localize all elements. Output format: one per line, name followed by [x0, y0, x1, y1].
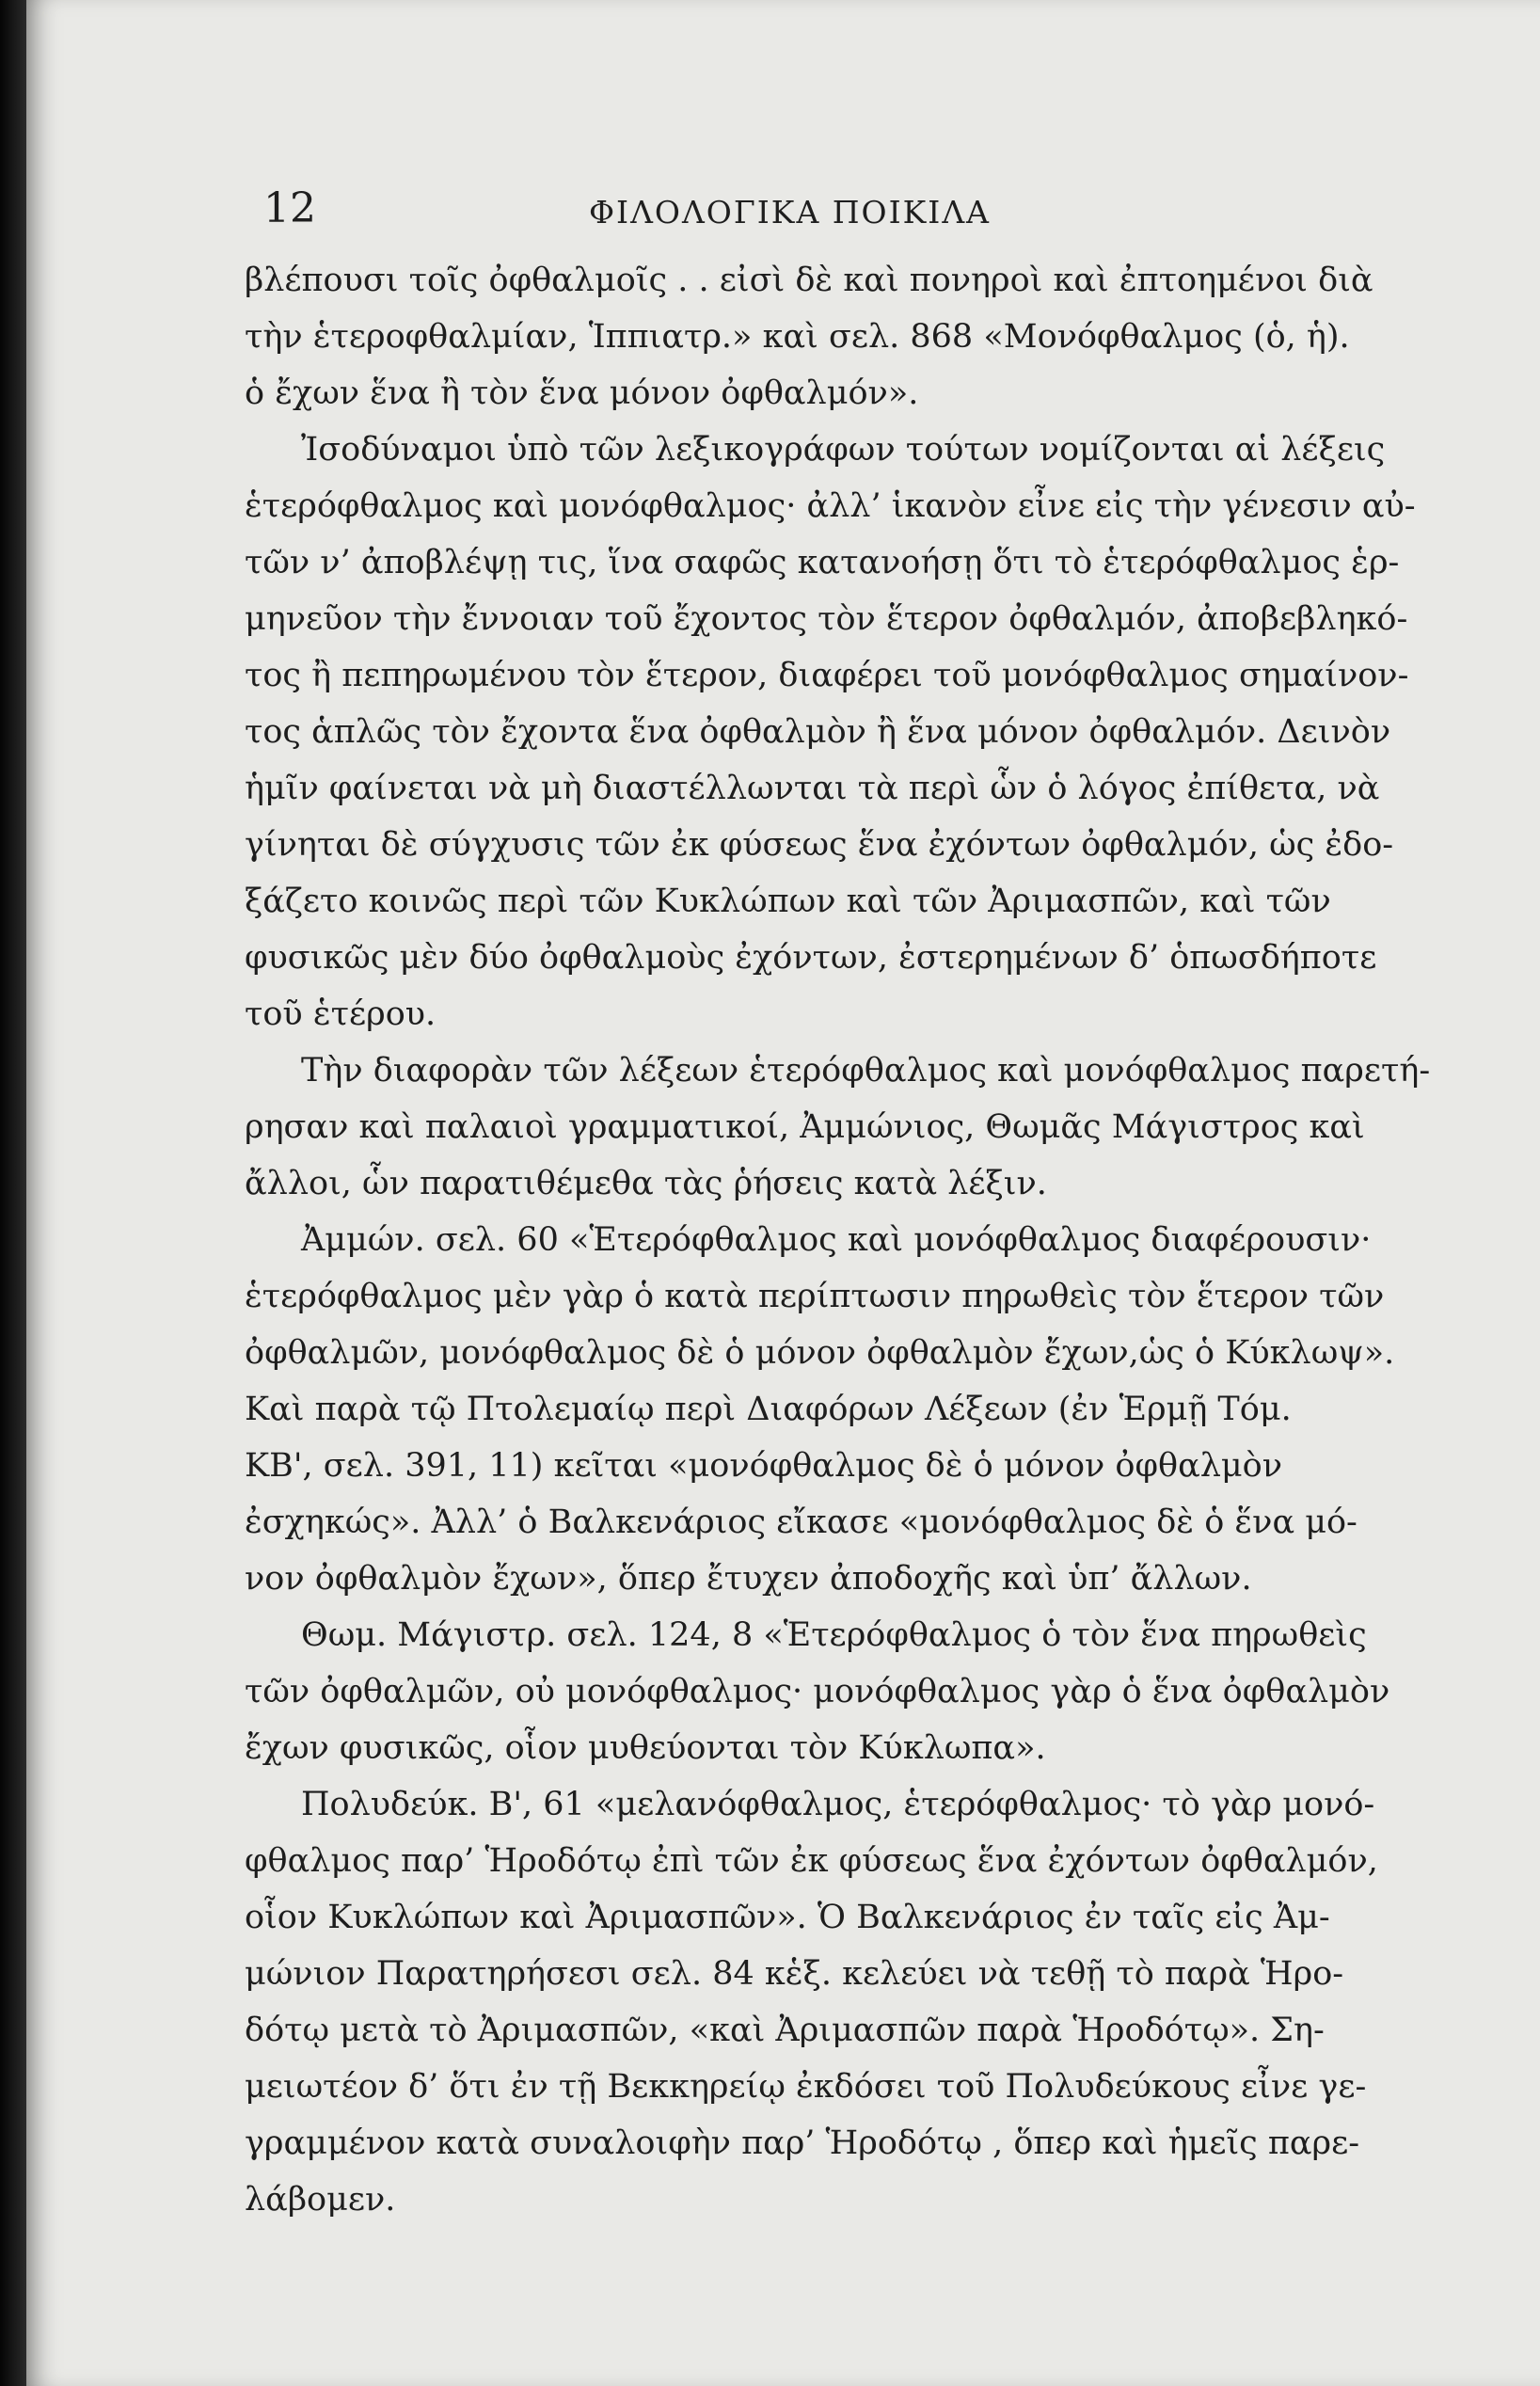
text-line: τος ἢ πεπηρωμένου τὸν ἕτερον, διαφέρει τοῦ μονόφθαλμος σημαίνον- [245, 657, 1409, 694]
text-line: ἑτερόφθαλμος μὲν γὰρ ὁ κατὰ περίπτωσιν πηρωθεὶς τὸν ἕτερον τῶν [245, 1278, 1385, 1315]
text-line: γραμμένον κατὰ συναλοιφὴν παρ’ Ἡροδότῳ , ὅπερ καὶ ἡμεῖς παρε- [245, 2124, 1360, 2162]
paragraph-start-line: Ἰσοδύναμοι ὑπὸ τῶν λεξικογράφων τούτων νομίζονται αἱ λέξεις [301, 431, 1386, 469]
text-line: μώνιον Παρατηρήσεσι σελ. 84 κἑξ. κελεύει νὰ τεθῇ τὸ παρὰ Ἡρο- [245, 1955, 1344, 1993]
paragraph-start-line: Πολυδεύκ. Β', 61 «μελανόφθαλμος, ἑτερόφθαλμος· τὸ γὰρ μονό- [301, 1786, 1375, 1823]
text-line: ἔχων φυσικῶς, οἷον μυθεύονται τὸν Κύκλωπα». [245, 1729, 1046, 1767]
book-binding-edge [0, 0, 26, 2386]
paragraph-start-line: Ἀμμών. σελ. 60 «Ἑτερόφθαλμος καὶ μονόφθαλμος διαφέρουσιν· [301, 1221, 1372, 1259]
text-line: ὁ ἔχων ἕνα ἢ τὸν ἕνα μόνον ὀφθαλμόν». [245, 374, 919, 412]
text-line: οἷον Κυκλώπων καὶ Ἀριμασπῶν». Ὁ Βαλκενάριος ἐν ταῖς εἰς Ἀμ- [245, 1899, 1330, 1936]
paragraph-start-line: Θωμ. Μάγιστρ. σελ. 124, 8 «Ἑτερόφθαλμος ὁ τὸν ἕνα πηρωθεὶς [301, 1616, 1367, 1654]
text-line: ΚΒ', σελ. 391, 11) κεῖται «μονόφθαλμος δὲ ὁ μόνον ὀφθαλμὸν [245, 1447, 1282, 1485]
text-line: νον ὀφθαλμὸν ἔχων», ὅπερ ἔτυχεν ἀποδοχῆς καὶ ὑπ’ ἄλλων. [245, 1560, 1252, 1598]
book-page [26, 0, 1540, 2386]
text-line: τοῦ ἑτέρου. [245, 995, 437, 1033]
text-line: Καὶ παρὰ τῷ Πτολεμαίῳ περὶ Διαφόρων Λέξεων (ἐν Ἑρμῇ Τόμ. [245, 1391, 1292, 1428]
page-number: 12 [263, 184, 316, 232]
text-line: ὀφθαλμῶν, μονόφθαλμος δὲ ὁ μόνον ὀφθαλμὸν ἔχων,ὡς ὁ Κύκλωψ». [245, 1334, 1395, 1372]
text-line: τῶν ὀφθαλμῶν, οὐ μονόφθαλμος· μονόφθαλμος γὰρ ὁ ἕνα ὀφθαλμὸν [245, 1673, 1390, 1710]
text-line: φυσικῶς μὲν δύο ὀφθαλμοὺς ἐχόντων, ἐστερημένων δ’ ὁπωσδήποτε [245, 939, 1377, 977]
body-text [245, 252, 1466, 2228]
text-line: γίνηται δὲ σύγχυσις τῶν ἐκ φύσεως ἕνα ἐχόντων ὀφθαλμόν, ὡς ἐδο- [245, 826, 1394, 864]
text-line: ἑτερόφθαλμος καὶ μονόφθαλμος· ἀλλ’ ἱκανὸν εἶνε εἰς τὴν γένεσιν αὐ- [245, 487, 1416, 525]
running-title: ΦΙΛΟΛΟΓΙΚΑ ΠΟΙΚΙΛΑ [589, 194, 991, 231]
text-line: τος ἁπλῶς τὸν ἔχοντα ἕνα ὀφθαλμὸν ἢ ἕνα μόνον ὀφθαλμόν. Δεινὸν [245, 713, 1391, 751]
text-line: ἐσχηκώς». Ἀλλ’ ὁ Βαλκενάριος εἴκασε «μονόφθαλμος δὲ ὁ ἕνα μό- [245, 1503, 1357, 1541]
text-line: βλέπουσι τοῖς ὀφθαλμοῖς . . εἰσὶ δὲ καὶ πονηροὶ καὶ ἐπτοημένοι διὰ [245, 262, 1373, 299]
text-line: ἡμῖν φαίνεται νὰ μὴ διαστέλλωνται τὰ περὶ ὧν ὁ λόγος ἐπίθετα, νὰ [245, 770, 1380, 807]
text-line: τῶν ν’ ἀποβλέψῃ τις, ἵνα σαφῶς κατανοήσῃ ὅτι τὸ ἑτερόφθαλμος ἑρ- [245, 544, 1400, 581]
text-line: τὴν ἑτεροφθαλμίαν, Ἱππιατρ.» καὶ σελ. 868 «Μονόφθαλμος (ὁ, ἡ). [245, 318, 1350, 356]
paragraph-start-line: Τὴν διαφορὰν τῶν λέξεων ἑτερόφθαλμος καὶ μονόφθαλμος παρετή- [301, 1052, 1431, 1090]
text-line: δότῳ μετὰ τὸ Ἀριμασπῶν, «καὶ Ἀριμασπῶν παρὰ Ἡροδότῳ». Ση- [245, 2012, 1325, 2049]
page-header [26, 184, 1540, 241]
text-line: ἄλλοι, ὧν παρατιθέμεθα τὰς ῥήσεις κατὰ λέξιν. [245, 1165, 1047, 1202]
text-line: ξάζετο κοινῶς περὶ τῶν Κυκλώπων καὶ τῶν Ἀριμασπῶν, καὶ τῶν [245, 883, 1331, 920]
text-line: μηνεῦον τὴν ἔννοιαν τοῦ ἔχοντος τὸν ἕτερον ὀφθαλμόν, ἀποβεβληκό- [245, 600, 1408, 638]
text-line: μειωτέον δ’ ὅτι ἐν τῇ Βεκκηρείῳ ἐκδόσει τοῦ Πολυδεύκους εἶνε γε- [245, 2068, 1367, 2106]
text-line: ρησαν καὶ παλαιοὶ γραμματικοί, Ἀμμώνιος, Θωμᾶς Μάγιστρος καὶ [245, 1108, 1365, 1146]
text-line: λάβομεν. [245, 2181, 396, 2219]
text-line: φθαλμος παρ’ Ἡροδότῳ ἐπὶ τῶν ἐκ φύσεως ἕνα ἐχόντων ὀφθαλμόν, [245, 1842, 1378, 1880]
